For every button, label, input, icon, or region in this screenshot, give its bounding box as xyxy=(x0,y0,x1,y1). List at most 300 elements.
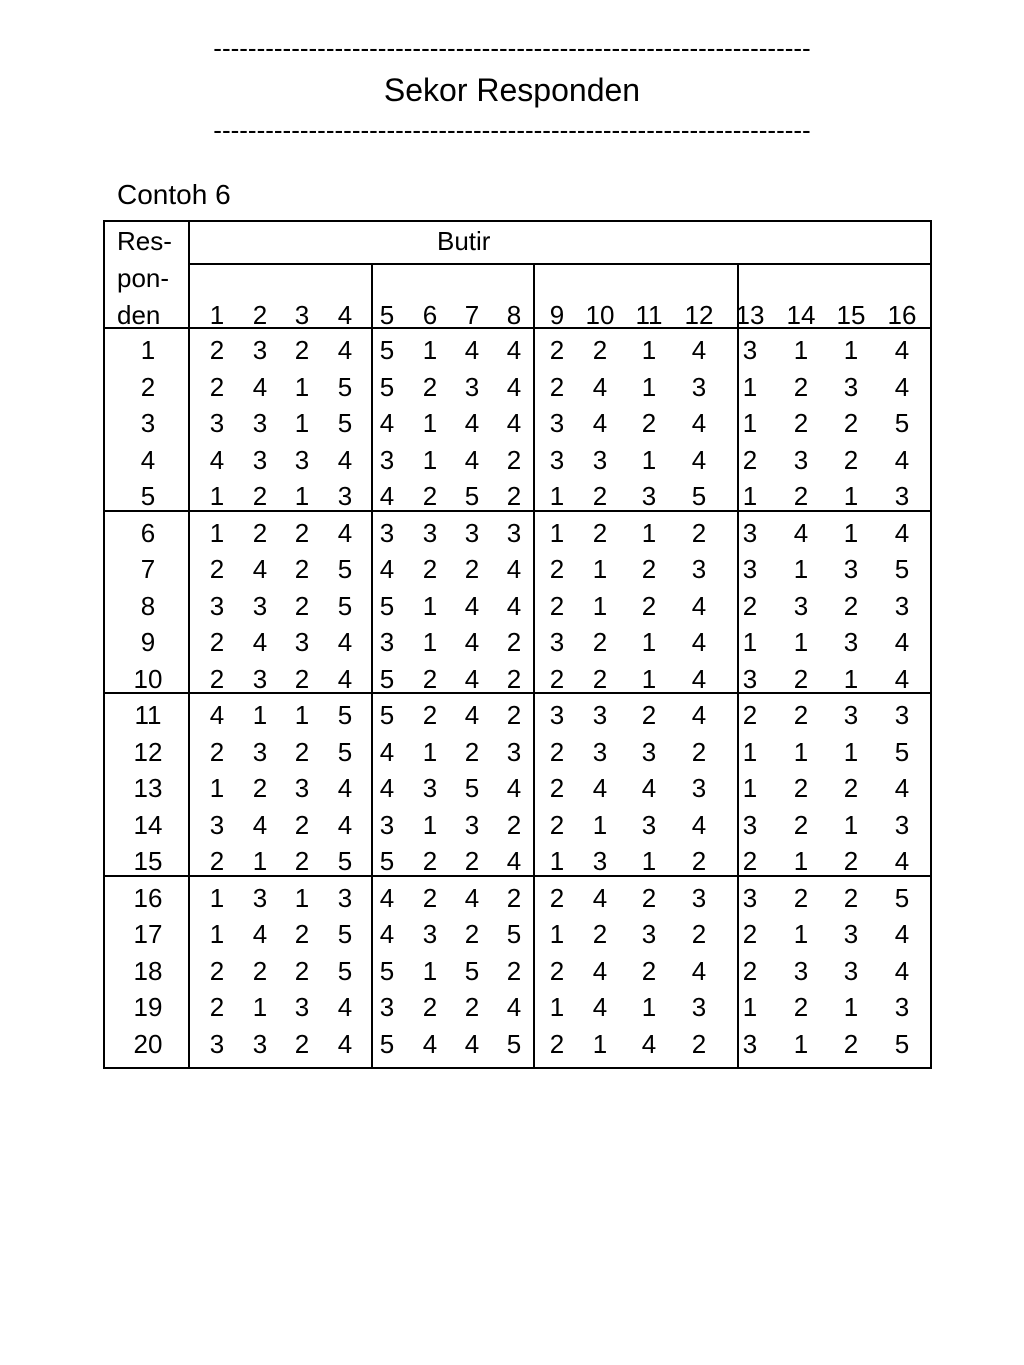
score-cell: 3 xyxy=(252,445,268,475)
score-cell: 1 xyxy=(641,372,657,402)
score-cell: 2 xyxy=(742,919,758,949)
score-cell: 5 xyxy=(379,956,395,986)
score-cell: 3 xyxy=(843,627,859,657)
item-number-header: 10 xyxy=(585,300,615,330)
score-cell: 3 xyxy=(843,372,859,402)
score-cell: 2 xyxy=(691,1029,707,1059)
score-cell: 1 xyxy=(742,481,758,511)
score-cell: 5 xyxy=(337,372,353,402)
score-cell: 3 xyxy=(742,810,758,840)
respondent-number: 16 xyxy=(133,883,163,913)
score-cell: 3 xyxy=(252,664,268,694)
score-cell: 2 xyxy=(793,810,809,840)
score-cell: 2 xyxy=(422,664,438,694)
score-cell: 2 xyxy=(641,700,657,730)
score-cell: 2 xyxy=(691,737,707,767)
score-cell: 4 xyxy=(337,335,353,365)
score-cell: 2 xyxy=(294,335,310,365)
score-cell: 5 xyxy=(379,846,395,876)
score-cell: 2 xyxy=(793,700,809,730)
score-cell: 4 xyxy=(691,408,707,438)
score-cell: 2 xyxy=(294,810,310,840)
score-cell: 3 xyxy=(422,518,438,548)
top-dash-line: --------------------------------------------------------------------- xyxy=(213,33,811,63)
score-cell: 2 xyxy=(843,445,859,475)
score-cell: 2 xyxy=(742,445,758,475)
score-cell: 4 xyxy=(894,664,910,694)
score-cell: 5 xyxy=(894,883,910,913)
score-cell: 4 xyxy=(691,445,707,475)
score-cell: 1 xyxy=(843,481,859,511)
score-cell: 1 xyxy=(209,481,225,511)
score-cell: 3 xyxy=(379,627,395,657)
score-cell: 2 xyxy=(209,664,225,694)
score-cell: 3 xyxy=(209,408,225,438)
respondent-number: 3 xyxy=(140,408,156,438)
score-cell: 4 xyxy=(894,919,910,949)
respondent-number: 15 xyxy=(133,846,163,876)
score-cell: 4 xyxy=(252,554,268,584)
score-cell: 3 xyxy=(843,700,859,730)
score-cell: 4 xyxy=(464,408,480,438)
score-cell: 4 xyxy=(464,335,480,365)
score-cell: 5 xyxy=(464,773,480,803)
score-cell: 1 xyxy=(252,700,268,730)
score-cell: 3 xyxy=(894,481,910,511)
score-cell: 3 xyxy=(464,810,480,840)
score-cell: 3 xyxy=(843,554,859,584)
score-cell: 4 xyxy=(592,372,608,402)
score-cell: 3 xyxy=(691,992,707,1022)
score-cell: 1 xyxy=(422,445,438,475)
score-cell: 5 xyxy=(337,554,353,584)
score-cell: 2 xyxy=(641,883,657,913)
score-cell: 2 xyxy=(641,554,657,584)
score-cell: 1 xyxy=(422,956,438,986)
score-cell: 4 xyxy=(379,408,395,438)
score-cell: 3 xyxy=(742,664,758,694)
score-cell: 3 xyxy=(294,445,310,475)
score-cell: 3 xyxy=(843,956,859,986)
respondent-number: 7 xyxy=(140,554,156,584)
score-cell: 3 xyxy=(379,445,395,475)
score-cell: 1 xyxy=(793,737,809,767)
score-cell: 5 xyxy=(464,956,480,986)
score-cell: 3 xyxy=(691,554,707,584)
score-cell: 4 xyxy=(691,664,707,694)
score-cell: 3 xyxy=(894,810,910,840)
score-cell: 2 xyxy=(793,664,809,694)
score-cell: 4 xyxy=(592,956,608,986)
score-cell: 1 xyxy=(843,664,859,694)
score-cell: 4 xyxy=(337,627,353,657)
score-cell: 1 xyxy=(422,737,438,767)
score-cell: 4 xyxy=(641,1029,657,1059)
score-cell: 1 xyxy=(252,846,268,876)
score-cell: 4 xyxy=(894,846,910,876)
score-cell: 1 xyxy=(843,737,859,767)
butir-header: Butir xyxy=(437,226,491,256)
score-cell: 4 xyxy=(894,335,910,365)
item-number-header: 8 xyxy=(506,300,522,330)
score-cell: 2 xyxy=(549,335,565,365)
score-cell: 4 xyxy=(379,773,395,803)
score-cell: 2 xyxy=(793,408,809,438)
score-cell: 2 xyxy=(549,664,565,694)
score-cell: 3 xyxy=(592,445,608,475)
score-cell: 2 xyxy=(464,919,480,949)
page-title: Sekor Responden xyxy=(383,72,641,108)
score-cell: 3 xyxy=(379,518,395,548)
score-cell: 3 xyxy=(793,956,809,986)
score-cell: 4 xyxy=(691,700,707,730)
score-cell: 4 xyxy=(691,335,707,365)
score-cell: 2 xyxy=(252,481,268,511)
item-number-header: 4 xyxy=(337,300,353,330)
respondent-number: 18 xyxy=(133,956,163,986)
score-cell: 2 xyxy=(294,554,310,584)
score-cell: 4 xyxy=(337,664,353,694)
score-cell: 3 xyxy=(793,591,809,621)
score-cell: 1 xyxy=(742,627,758,657)
score-cell: 1 xyxy=(592,1029,608,1059)
respondent-header-line-2: pon- xyxy=(117,263,170,293)
item-number-header: 1 xyxy=(209,300,225,330)
score-cell: 5 xyxy=(379,1029,395,1059)
score-cell: 5 xyxy=(464,481,480,511)
score-cell: 1 xyxy=(294,372,310,402)
score-cell: 3 xyxy=(691,883,707,913)
score-cell: 5 xyxy=(337,591,353,621)
score-cell: 2 xyxy=(294,846,310,876)
score-cell: 2 xyxy=(843,883,859,913)
score-cell: 4 xyxy=(337,518,353,548)
score-cell: 1 xyxy=(793,846,809,876)
score-cell: 4 xyxy=(592,773,608,803)
score-cell: 4 xyxy=(894,518,910,548)
score-cell: 3 xyxy=(894,700,910,730)
item-number-header: 11 xyxy=(635,300,663,330)
score-cell: 4 xyxy=(464,700,480,730)
score-cell: 2 xyxy=(506,810,522,840)
score-cell: 5 xyxy=(337,846,353,876)
score-cell: 2 xyxy=(506,481,522,511)
score-cell: 3 xyxy=(209,1029,225,1059)
score-cell: 1 xyxy=(641,992,657,1022)
score-cell: 3 xyxy=(742,518,758,548)
score-cell: 2 xyxy=(506,445,522,475)
score-cell: 2 xyxy=(422,481,438,511)
respondent-number: 1 xyxy=(140,335,156,365)
score-cell: 4 xyxy=(252,627,268,657)
score-cell: 3 xyxy=(252,408,268,438)
score-cell: 2 xyxy=(294,919,310,949)
score-cell: 2 xyxy=(294,664,310,694)
item-number-header: 12 xyxy=(684,300,714,330)
score-cell: 3 xyxy=(252,737,268,767)
score-cell: 5 xyxy=(379,372,395,402)
score-cell: 3 xyxy=(252,1029,268,1059)
score-cell: 2 xyxy=(691,919,707,949)
score-cell: 3 xyxy=(252,883,268,913)
score-cell: 2 xyxy=(742,591,758,621)
score-cell: 2 xyxy=(464,846,480,876)
score-cell: 1 xyxy=(742,737,758,767)
score-cell: 1 xyxy=(843,518,859,548)
item-number-header: 13 xyxy=(735,300,765,330)
item-number-header: 2 xyxy=(252,300,268,330)
score-cell: 3 xyxy=(422,773,438,803)
score-cell: 4 xyxy=(379,554,395,584)
score-cell: 2 xyxy=(209,554,225,584)
score-cell: 2 xyxy=(549,554,565,584)
score-cell: 2 xyxy=(592,481,608,511)
score-cell: 1 xyxy=(592,810,608,840)
score-cell: 3 xyxy=(843,919,859,949)
score-cell: 4 xyxy=(337,445,353,475)
score-cell: 1 xyxy=(742,992,758,1022)
respondent-number: 4 xyxy=(140,445,156,475)
score-cell: 2 xyxy=(506,627,522,657)
score-cell: 1 xyxy=(549,481,565,511)
score-cell: 4 xyxy=(506,992,522,1022)
table-border-left xyxy=(103,220,105,1069)
score-cell: 2 xyxy=(592,518,608,548)
score-cell: 5 xyxy=(506,919,522,949)
score-cell: 1 xyxy=(742,408,758,438)
respondent-number: 6 xyxy=(140,518,156,548)
score-cell: 2 xyxy=(843,408,859,438)
score-cell: 4 xyxy=(464,883,480,913)
score-cell: 4 xyxy=(506,773,522,803)
score-cell: 3 xyxy=(294,627,310,657)
score-cell: 2 xyxy=(209,737,225,767)
score-cell: 5 xyxy=(894,554,910,584)
score-cell: 5 xyxy=(379,664,395,694)
respondent-number: 8 xyxy=(140,591,156,621)
respondent-number: 2 xyxy=(140,372,156,402)
score-cell: 4 xyxy=(506,372,522,402)
score-cell: 4 xyxy=(691,591,707,621)
score-cell: 1 xyxy=(549,518,565,548)
respondent-number: 11 xyxy=(134,700,162,730)
score-cell: 1 xyxy=(843,810,859,840)
respondent-number: 14 xyxy=(133,810,163,840)
score-cell: 2 xyxy=(252,773,268,803)
score-cell: 1 xyxy=(592,554,608,584)
score-cell: 2 xyxy=(691,518,707,548)
score-cell: 2 xyxy=(252,518,268,548)
score-cell: 4 xyxy=(641,773,657,803)
score-cell: 2 xyxy=(549,737,565,767)
score-cell: 5 xyxy=(894,408,910,438)
score-cell: 2 xyxy=(549,956,565,986)
respondent-number: 5 xyxy=(140,481,156,511)
score-cell: 2 xyxy=(422,846,438,876)
score-cell: 4 xyxy=(252,372,268,402)
example-label: Contoh 6 xyxy=(117,179,231,210)
table-border-top xyxy=(103,220,932,222)
score-cell: 1 xyxy=(641,518,657,548)
score-cell: 2 xyxy=(294,1029,310,1059)
score-cell: 3 xyxy=(742,554,758,584)
respondent-column-separator xyxy=(188,220,190,1069)
score-cell: 2 xyxy=(549,883,565,913)
item-number-header: 9 xyxy=(549,300,565,330)
item-number-header: 6 xyxy=(422,300,438,330)
score-cell: 1 xyxy=(793,554,809,584)
score-cell: 2 xyxy=(793,992,809,1022)
score-cell: 2 xyxy=(549,1029,565,1059)
score-cell: 1 xyxy=(742,372,758,402)
score-cell: 2 xyxy=(592,919,608,949)
score-cell: 1 xyxy=(422,335,438,365)
score-cell: 1 xyxy=(209,883,225,913)
score-cell: 4 xyxy=(337,1029,353,1059)
score-cell: 2 xyxy=(252,956,268,986)
score-cell: 1 xyxy=(592,591,608,621)
score-cell: 3 xyxy=(337,481,353,511)
score-cell: 1 xyxy=(209,518,225,548)
item-number-header: 15 xyxy=(836,300,866,330)
score-cell: 5 xyxy=(337,408,353,438)
score-cell: 2 xyxy=(209,372,225,402)
score-cell: 3 xyxy=(464,372,480,402)
score-cell: 4 xyxy=(506,408,522,438)
score-cell: 3 xyxy=(294,773,310,803)
score-cell: 1 xyxy=(294,408,310,438)
group-separator-2 xyxy=(533,263,535,1069)
respondent-number: 19 xyxy=(133,992,163,1022)
score-cell: 2 xyxy=(843,591,859,621)
score-cell: 3 xyxy=(379,992,395,1022)
score-cell: 3 xyxy=(894,992,910,1022)
score-cell: 3 xyxy=(549,408,565,438)
group-separator-1 xyxy=(371,263,373,1069)
score-cell: 1 xyxy=(742,773,758,803)
score-cell: 1 xyxy=(209,919,225,949)
score-cell: 2 xyxy=(209,956,225,986)
score-cell: 1 xyxy=(549,992,565,1022)
score-cell: 1 xyxy=(641,664,657,694)
score-cell: 4 xyxy=(894,773,910,803)
score-cell: 1 xyxy=(843,335,859,365)
score-cell: 4 xyxy=(464,1029,480,1059)
score-cell: 1 xyxy=(294,883,310,913)
score-cell: 3 xyxy=(793,445,809,475)
table-border-bottom xyxy=(103,1067,932,1069)
score-cell: 5 xyxy=(379,700,395,730)
score-cell: 5 xyxy=(337,700,353,730)
score-cell: 2 xyxy=(422,883,438,913)
score-cell: 5 xyxy=(506,1029,522,1059)
score-cell: 4 xyxy=(793,518,809,548)
score-table xyxy=(103,220,932,1069)
score-cell: 5 xyxy=(337,737,353,767)
score-cell: 1 xyxy=(641,846,657,876)
respondent-number: 13 xyxy=(133,773,163,803)
score-cell: 2 xyxy=(209,992,225,1022)
score-cell: 4 xyxy=(464,591,480,621)
score-cell: 4 xyxy=(379,883,395,913)
score-cell: 2 xyxy=(294,591,310,621)
score-cell: 2 xyxy=(209,335,225,365)
score-cell: 1 xyxy=(549,919,565,949)
score-cell: 2 xyxy=(641,591,657,621)
score-cell: 3 xyxy=(209,810,225,840)
score-cell: 3 xyxy=(337,883,353,913)
score-cell: 3 xyxy=(592,737,608,767)
score-cell: 1 xyxy=(294,481,310,511)
score-cell: 2 xyxy=(691,846,707,876)
respondent-header-line-1: Res- xyxy=(117,226,172,256)
score-cell: 2 xyxy=(793,883,809,913)
score-cell: 4 xyxy=(506,591,522,621)
score-cell: 3 xyxy=(379,810,395,840)
score-cell: 4 xyxy=(592,408,608,438)
score-cell: 1 xyxy=(641,627,657,657)
score-cell: 2 xyxy=(742,956,758,986)
score-cell: 5 xyxy=(337,956,353,986)
table-border-right xyxy=(930,220,932,1069)
score-cell: 3 xyxy=(742,883,758,913)
score-cell: 4 xyxy=(894,956,910,986)
score-cell: 2 xyxy=(641,956,657,986)
score-cell: 1 xyxy=(641,335,657,365)
score-cell: 1 xyxy=(641,445,657,475)
score-cell: 4 xyxy=(691,956,707,986)
respondent-number: 10 xyxy=(133,664,163,694)
score-cell: 1 xyxy=(294,700,310,730)
score-cell: 2 xyxy=(294,518,310,548)
score-cell: 4 xyxy=(252,919,268,949)
score-cell: 3 xyxy=(894,591,910,621)
score-cell: 2 xyxy=(843,773,859,803)
score-cell: 3 xyxy=(691,372,707,402)
score-cell: 1 xyxy=(793,1029,809,1059)
score-cell: 2 xyxy=(294,956,310,986)
score-cell: 2 xyxy=(506,883,522,913)
score-cell: 3 xyxy=(209,591,225,621)
respondent-number: 20 xyxy=(133,1029,163,1059)
score-cell: 2 xyxy=(592,664,608,694)
score-cell: 3 xyxy=(641,481,657,511)
score-cell: 3 xyxy=(506,737,522,767)
score-cell: 1 xyxy=(793,919,809,949)
score-cell: 5 xyxy=(337,919,353,949)
score-cell: 3 xyxy=(506,518,522,548)
score-cell: 4 xyxy=(252,810,268,840)
item-number-header: 3 xyxy=(294,300,310,330)
score-cell: 1 xyxy=(252,992,268,1022)
score-cell: 5 xyxy=(691,481,707,511)
score-cell: 3 xyxy=(294,992,310,1022)
score-cell: 2 xyxy=(549,773,565,803)
score-cell: 2 xyxy=(843,846,859,876)
score-cell: 1 xyxy=(793,627,809,657)
score-cell: 2 xyxy=(294,737,310,767)
score-cell: 4 xyxy=(691,810,707,840)
score-cell: 1 xyxy=(422,408,438,438)
score-cell: 4 xyxy=(464,445,480,475)
score-cell: 2 xyxy=(843,1029,859,1059)
score-cell: 4 xyxy=(337,992,353,1022)
score-cell: 4 xyxy=(691,627,707,657)
score-cell: 2 xyxy=(422,700,438,730)
score-cell: 3 xyxy=(592,700,608,730)
score-cell: 4 xyxy=(337,810,353,840)
respondent-number: 12 xyxy=(133,737,163,767)
